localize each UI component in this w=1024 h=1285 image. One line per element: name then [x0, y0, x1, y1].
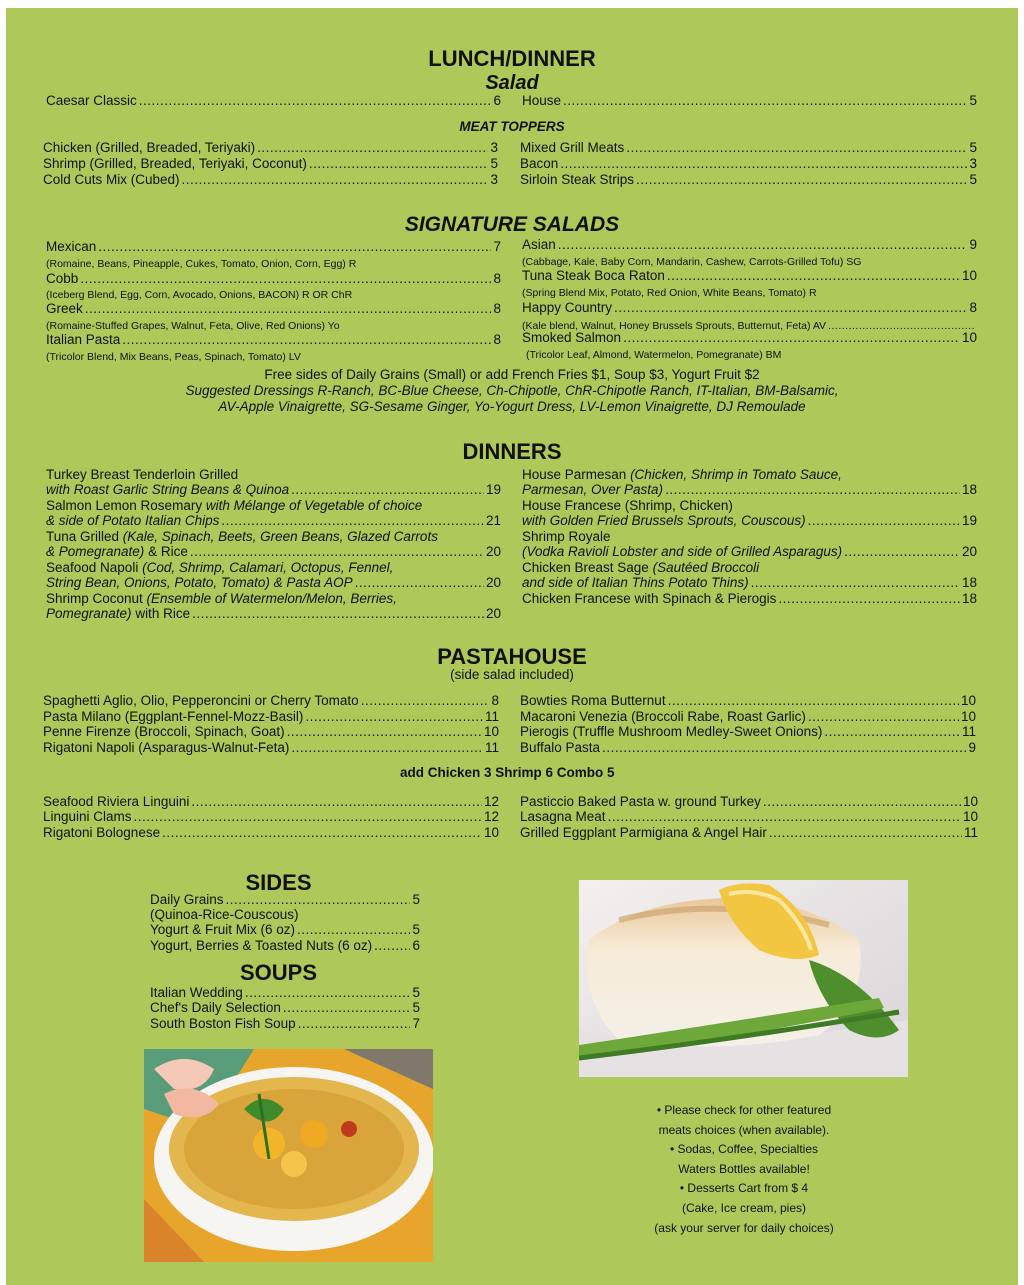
menu-item: Grilled Eggplant Parmigiana & Angel Hair ..... 11 — [520, 825, 978, 841]
signature-salads-title: SIGNATURE SALADS — [404, 213, 620, 236]
menu-item: Italian Pasta ..... 8 — [46, 332, 501, 348]
menu-item: Yogurt, Berries & Toasted Nuts (6 oz) ..... 6 — [150, 938, 420, 954]
notes-block — [619, 1101, 869, 1238]
menu-item: Pasta Milano (Eggplant-Fennel-Mozz-Basil) ..... 11 — [43, 709, 499, 725]
note-line: • Sodas, Coffee, Specialties — [669, 1142, 819, 1157]
menu-item: Shrimp (Grilled, Breaded, Teriyaki, Coconut) ..... 5 — [43, 156, 498, 172]
menu-item: Tuna Steak Boca Raton ..... 10 — [522, 268, 977, 284]
menu-item: Pierogis (Truffle Mushroom Medley-Sweet Onions) ..... 11 — [520, 724, 976, 740]
menu-item: Pomegranate) with Rice ..... 20 — [46, 606, 501, 622]
menu-item: Parmesan, Over Pasta) ..... 18 — [522, 482, 977, 498]
menu-item: Sirloin Steak Strips ..... 5 — [520, 172, 977, 188]
dinner-item-name: Salmon Lemon Rosemary with Mélange of Vegetable of choice — [46, 498, 423, 513]
item-description: (Romaine-Stuffed Grapes, Walnut, Feta, Olive, Red Onions) Yo — [46, 320, 340, 332]
menu-item: (Vodka Ravioli Lobster and side of Grilled Asparagus) ..... 20 — [522, 544, 977, 560]
soup-dish-photo — [144, 1049, 433, 1262]
item-description: (Kale blend, Walnut, Honey Brussels Sprouts, Butternut, Feta) AV ..... — [522, 318, 977, 334]
menu-item: String Bean, Onions, Potato, Tomato) & Pasta AOP ..... 20 — [46, 575, 501, 591]
item-description: (Spring Blend Mix, Potato, Red Onion, White Beans, Tomato) R — [522, 287, 817, 299]
menu-item: Bowties Roma Butternut ..... 10 — [520, 693, 976, 709]
meat-toppers-heading: MEAT TOPPERS — [459, 119, 565, 134]
menu-item: Cobb ..... 8 — [46, 271, 501, 287]
menu-item: Bacon ..... 3 — [520, 156, 977, 172]
item-description: (Tricolor Blend, Mix Beans, Peas, Spinach, Tomato) LV — [46, 351, 301, 363]
menu-item: with Golden Fried Brussels Sprouts, Couscous) ..... 19 — [522, 513, 977, 529]
menu-item: & Pomegranate) & Rice ..... 20 — [46, 544, 501, 560]
free-sides-note: Free sides of Daily Grains (Small) or add French Fries $1, Soup $3, Yogurt Fruit $2 — [264, 367, 760, 382]
note-line: meats choices (when available). — [658, 1122, 830, 1137]
menu-item: Lasagna Meat ..... 10 — [520, 809, 978, 825]
menu-page — [6, 8, 1018, 1285]
fish-dish-photo — [579, 880, 908, 1077]
dinner-item-name: Turkey Breast Tenderloin Grilled — [46, 467, 239, 482]
dinner-item-name: Seafood Napoli (Cod, Shrimp, Calamari, Octopus, Fennel, — [46, 560, 394, 575]
menu-item: Chicken Francese with Spinach & Pierogis ..... 18 — [522, 591, 977, 607]
dinner-item-name: Tuna Grilled (Kale, Spinach, Beets, Green Beans, Glazed Carrots — [46, 529, 438, 544]
lunch-dinner-title: LUNCH/DINNER — [428, 46, 596, 71]
pastahouse-title: PASTAHOUSE — [437, 644, 587, 669]
dinner-item-name: Shrimp Royale — [522, 529, 611, 544]
menu-item: Macaroni Venezia (Broccoli Rabe, Roast Garlic) ..... 10 — [520, 709, 976, 725]
menu-item: Italian Wedding ..... 5 — [150, 985, 420, 1001]
menu-item: Asian ..... 9 — [522, 237, 977, 253]
menu-item: Chicken (Grilled, Breaded, Teriyaki) ..... 3 — [43, 140, 498, 156]
menu-item: Yogurt & Fruit Mix (6 oz) ..... 5 — [150, 922, 420, 938]
menu-item-house-salad: House ..... 5 — [522, 93, 977, 109]
menu-item: Buffalo Pasta ..... 9 — [520, 740, 976, 756]
menu-item: Seafood Riviera Linguini ..... 12 — [43, 794, 499, 810]
item-description: (Cabbage, Kale, Baby Corn, Mandarin, Cashew, Carrots-Grilled Tofu) SG — [522, 256, 862, 268]
soups-title: SOUPS — [239, 960, 318, 985]
sides-title: SIDES — [245, 870, 312, 895]
menu-item: Happy Country ..... 8 — [522, 300, 977, 316]
note-line: (Cake, Ice cream, pies) — [681, 1200, 807, 1215]
menu-item-caesar: Caesar Classic ..... 6 — [46, 93, 501, 109]
menu-item: Rigatoni Bolognese ..... 10 — [43, 825, 499, 841]
menu-item: Pasticcio Baked Pasta w. ground Turkey ..... 10 — [520, 794, 978, 810]
menu-item: Rigatoni Napoli (Asparagus-Walnut-Feta) ..... 11 — [43, 740, 499, 756]
note-line: • Please check for other featured — [656, 1103, 832, 1117]
note-line: • Desserts Cart from $ 4 — [679, 1181, 809, 1196]
note-line: Waters Bottles available! — [678, 1161, 810, 1176]
item-description: (Tricolor Leaf, Almond, Watermelon, Pomegranate) BM — [526, 349, 782, 361]
menu-item: Penne Firenze (Broccoli, Spinach, Goat) ..... 10 — [43, 724, 499, 740]
menu-item: Greek ..... 8 — [46, 301, 501, 317]
dressings-note: Suggested Dressings R-Ranch, BC-Blue Cheese, Ch-Chipotle, ChR-Chipotle Ranch, IT-Italian, BM-Balsamic, — [185, 383, 839, 398]
pasta-addon-note: add Chicken 3 Shrimp 6 Combo 5 — [400, 765, 615, 780]
menu-item: Smoked Salmon ..... 10 — [522, 330, 977, 346]
dinner-item-name: House Francese (Shrimp, Chicken) — [522, 498, 733, 513]
item-description: (Quinoa-Rice-Couscous) — [150, 907, 299, 922]
dinner-item-name: Chicken Breast Sage (Sautéed Broccoli — [522, 560, 760, 575]
pastahouse-subtitle: (side salad included) — [450, 667, 574, 682]
dinner-item-name: House Parmesan (Chicken, Shrimp in Tomato Sauce, — [522, 467, 842, 482]
item-description: (Iceberg Blend, Egg, Corn, Avocado, Onions, BACON) R OR ChR — [46, 289, 353, 301]
menu-item: with Roast Garlic String Beans & Quinoa ..... 19 — [46, 482, 501, 498]
menu-item: Mexican ..... 7 — [46, 239, 501, 255]
dinners-title: DINNERS — [462, 439, 562, 464]
salad-subtitle: Salad — [485, 72, 539, 94]
menu-item: South Boston Fish Soup ..... 7 — [150, 1016, 420, 1032]
menu-item: & side of Potato Italian Chips ..... 21 — [46, 513, 501, 529]
menu-item: Spaghetti Aglio, Olio, Pepperoncini or Cherry Tomato ..... 8 — [43, 693, 499, 709]
item-description: (Romaine, Beans, Pineapple, Cukes, Tomato, Onion, Corn, Egg) R — [46, 258, 357, 270]
menu-item: and side of Italian Thins Potato Thins) ..... 18 — [522, 575, 977, 591]
dressings-note: AV-Apple Vinaigrette, SG-Sesame Ginger, Yo-Yogurt Dress, LV-Lemon Vinaigrette, DJ Remoulade — [218, 399, 806, 414]
menu-item: Mixed Grill Meats ..... 5 — [520, 140, 977, 156]
note-line: (ask your server for daily choices) — [654, 1220, 834, 1235]
menu-item: Chef's Daily Selection ..... 5 — [150, 1000, 420, 1016]
dinner-item-name: Shrimp Coconut (Ensemble of Watermelon/Melon, Berries, — [46, 591, 397, 606]
menu-item: Linguini Clams ..... 12 — [43, 809, 499, 825]
menu-item: Daily Grains ..... 5 — [150, 892, 420, 908]
menu-item: Cold Cuts Mix (Cubed) ..... 3 — [43, 172, 498, 188]
